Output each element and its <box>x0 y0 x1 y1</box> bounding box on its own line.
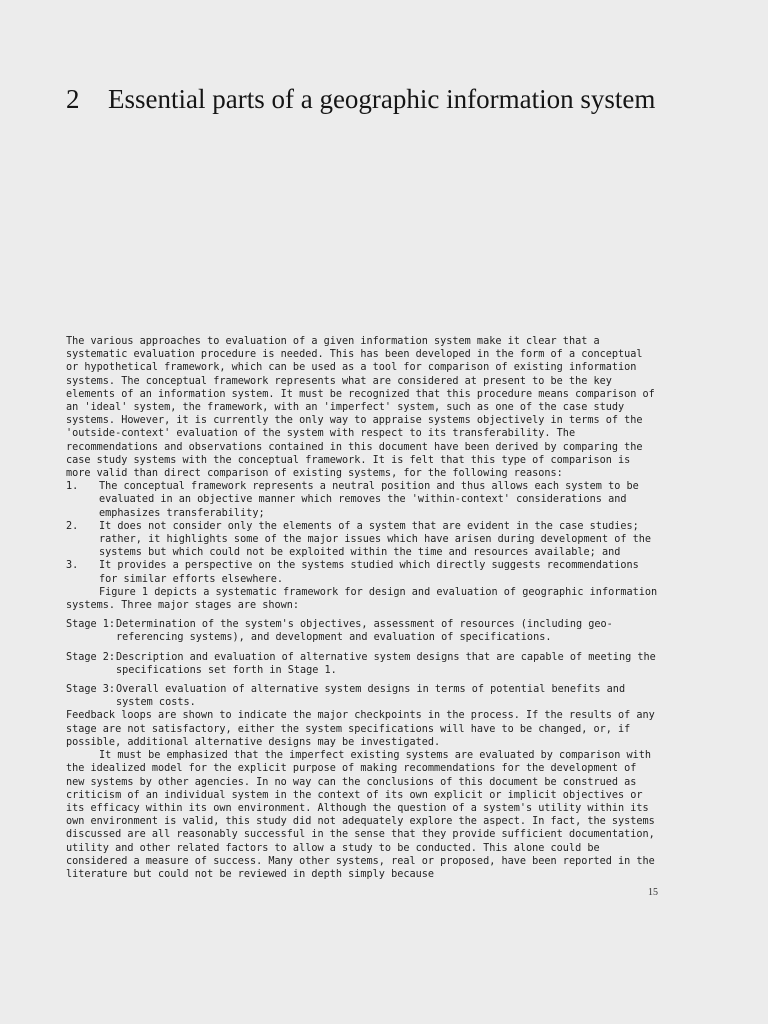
stage-marker: Stage 3: <box>66 684 116 696</box>
reason-text: The conceptual framework represents a neutral position and thus allows each system to be evaluated in an objective manner which removes the 'within-context' considerations and emphasizes transferability; <box>99 481 639 519</box>
reason-text: It provides a perspective on the systems studied which directly suggests recommendations for similar efforts elsewhere. <box>99 560 639 585</box>
reason-item <box>66 520 660 560</box>
stage-text: Determination of the system's objectives, assessment of resources (including geo-referencing systems), and development and evaluation of specifications. <box>116 619 613 644</box>
stage-text: Overall evaluation of alternative system designs in terms of potential benefits and system costs. <box>116 684 626 709</box>
body-text <box>66 335 660 881</box>
stage-item <box>66 683 660 709</box>
feedback-paragraph: Feedback loops are shown to indicate the major checkpoints in the process. If the results of any stage are not satisfactory, either the system specifications will have to be changed, or, if possible, additional alternative designs may be investigated. <box>66 710 655 748</box>
reason-marker: 3. <box>66 560 79 572</box>
page-number: 15 <box>648 887 658 898</box>
stage-marker: Stage 2: <box>66 651 116 663</box>
chapter-title-text: Essential parts of a geographic information system <box>108 84 656 114</box>
closing-paragraph: It must be emphasized that the imperfect existing systems are evaluated by comparison with the idealized model for the explicit purpose of making recommendations for the development of new systems by other agencies. In no way can the conclusions of this document be construed as criticism of an individual system in the context of its own explicit or implicit objectives or its efficacy within its own environment. Although the question of a system's utility within its own environment is valid, this study did not adequately explore the aspect. In fact, the systems discussed are all reasonably successful in the sense that they provide sufficient documentation, utility and other related factors to allow a study to be conducted. This alone could be considered a measure of success. Many other systems, real or proposed, have been reported in the literature but could not be reviewed in depth simply because <box>66 750 655 880</box>
reason-marker: 2. <box>66 520 79 532</box>
chapter-number: 2 <box>66 84 80 114</box>
reason-item <box>66 559 660 585</box>
intro-paragraph: The various approaches to evaluation of a given information system make it clear that a systematic evaluation procedure is needed. This has been developed in the form of a conceptual or hypothetical framework, which can be used as a tool for comparison of existing information systems. The conceptual framework represents what are considered at present to be the key elements of an information system. It must be recognized that this procedure means comparison of an 'ideal' system, the framework, with an 'imperfect' system, such as one of the case study systems. However, it is currently the only way to appraise systems objectively in terms of the 'outside-context' evaluation of the system with respect to its transferability. The recommendations and observations contained in this document have been derived by comparing the case study systems with the conceptual framework. It is felt that this type of comparison is more valid than direct comparison of existing systems, for the following reasons: <box>66 336 655 480</box>
stage-marker: Stage 1: <box>66 619 116 631</box>
figure-intro-paragraph: Figure 1 depicts a systematic framework for design and evaluation of geographic information systems. Three major stages are shown: <box>66 586 658 612</box>
stage-item <box>66 618 660 644</box>
stage-item <box>66 651 660 677</box>
reason-item <box>66 480 660 520</box>
reason-marker: 1. <box>66 481 79 493</box>
chapter-title <box>66 84 655 115</box>
reason-text: It does not consider only the elements of a system that are evident in the case studies; rather, it highlights some of the major issues which have arisen during development of the systems but which could not be exploited within the time and resources available; and <box>99 520 652 559</box>
stage-text: Description and evaluation of alternative system designs that are capable of meeting the specifications set forth in Stage 1. <box>116 651 656 676</box>
